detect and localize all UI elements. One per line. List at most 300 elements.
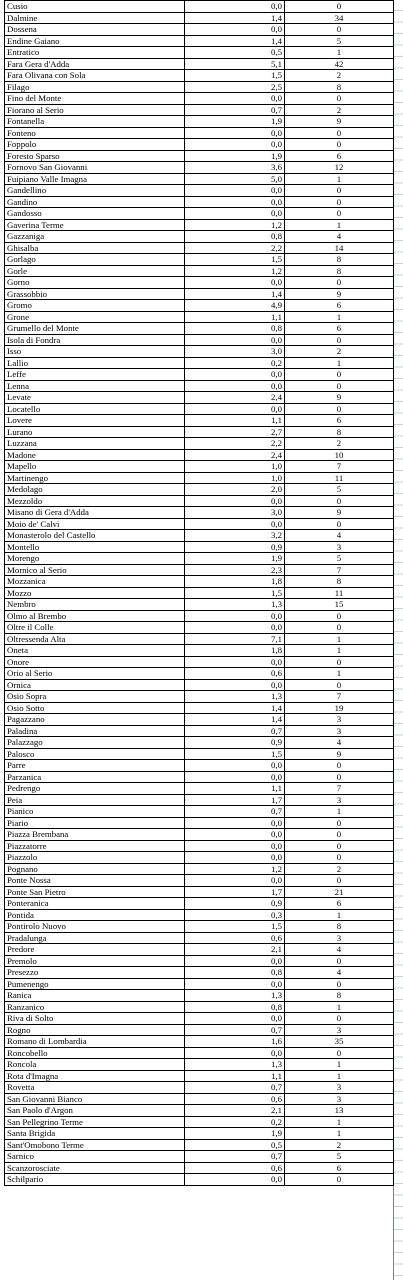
table-row [5,277,394,289]
table-row [5,944,394,956]
value-cell: 0,0 [185,679,285,691]
municipality-name-cell: Gromo [5,300,185,312]
table-row [5,346,394,358]
municipality-name-cell: Rogno [5,1024,185,1036]
table-row [5,449,394,461]
municipality-name-cell: Fara Gera d'Adda [5,58,185,70]
municipality-name-cell: Lallio [5,357,185,369]
value-cell: 0,0 [185,369,285,381]
value-cell: 1,5 [185,254,285,266]
count-cell: 0 [285,679,394,691]
municipality-name-cell: Misano di Gera d'Adda [5,507,185,519]
count-cell: 0 [285,277,394,289]
table-row [5,702,394,714]
municipality-name-cell: Sarnico [5,1151,185,1163]
table-row [5,898,394,910]
table-row [5,93,394,105]
count-cell: 3 [285,1024,394,1036]
municipality-name-cell: Ponteranica [5,898,185,910]
table-row [5,978,394,990]
table-row [5,829,394,841]
municipality-name-cell: Peia [5,794,185,806]
table-row [5,840,394,852]
count-cell: 4 [285,231,394,243]
count-cell: 2 [285,1139,394,1151]
value-cell: 0,0 [185,1,285,13]
count-cell: 2 [285,863,394,875]
table-row [5,921,394,933]
count-cell: 6 [285,898,394,910]
count-cell: 0 [285,139,394,151]
municipality-name-cell: Gorle [5,265,185,277]
municipality-name-cell: Dossena [5,24,185,36]
municipality-name-cell: Piazzatorre [5,840,185,852]
municipality-name-cell: Lurano [5,426,185,438]
municipality-name-cell: Riva di Solto [5,1013,185,1025]
count-cell: 2 [285,70,394,82]
count-cell: 0 [285,127,394,139]
value-cell: 2,4 [185,392,285,404]
value-cell: 1,4 [185,35,285,47]
municipality-name-cell: Mozzanica [5,576,185,588]
value-cell: 1,4 [185,288,285,300]
count-cell: 35 [285,1036,394,1048]
municipality-name-cell: Paladina [5,725,185,737]
value-cell: 0,0 [185,1174,285,1186]
count-cell: 1 [285,47,394,59]
table-row [5,737,394,749]
value-cell: 0,0 [185,139,285,151]
municipality-name-cell: Palosco [5,748,185,760]
adjacent-sheet-edge [393,0,403,1280]
value-cell: 1,8 [185,645,285,657]
count-cell: 0 [285,93,394,105]
count-cell: 0 [285,840,394,852]
count-cell: 0 [285,1047,394,1059]
count-cell: 19 [285,702,394,714]
value-cell: 0,0 [185,817,285,829]
table-row [5,518,394,530]
count-cell: 8 [285,81,394,93]
count-cell: 2 [285,438,394,450]
value-cell: 0,6 [185,932,285,944]
municipality-name-cell: Isso [5,346,185,358]
count-cell: 0 [285,518,394,530]
value-cell: 0,0 [185,955,285,967]
table-row [5,1105,394,1117]
table-row [5,875,394,887]
count-cell: 5 [285,484,394,496]
municipality-name-cell: Orio al Serio [5,668,185,680]
value-cell: 7,1 [185,633,285,645]
count-cell: 0 [285,334,394,346]
municipality-name-cell: Ranica [5,990,185,1002]
value-cell: 0,0 [185,1013,285,1025]
count-cell: 3 [285,1093,394,1105]
municipality-name-cell: Pumenengo [5,978,185,990]
count-cell: 5 [285,553,394,565]
count-cell: 9 [285,116,394,128]
municipality-name-cell: Luzzana [5,438,185,450]
value-cell: 0,6 [185,1162,285,1174]
value-cell: 0,0 [185,852,285,864]
table-row [5,1139,394,1151]
count-cell: 1 [285,311,394,323]
table-row [5,863,394,875]
municipality-name-cell: Filago [5,81,185,93]
value-cell: 0,8 [185,231,285,243]
count-cell: 1 [285,1128,394,1140]
municipality-name-cell: Fiorano al Serio [5,104,185,116]
table-row [5,1013,394,1025]
value-cell: 1,7 [185,886,285,898]
count-cell: 9 [285,507,394,519]
table-row [5,1036,394,1048]
municipality-name-cell: Oltressenda Alta [5,633,185,645]
count-cell: 8 [285,254,394,266]
table-row [5,58,394,70]
table-row [5,771,394,783]
municipality-name-cell: Premolo [5,955,185,967]
value-cell: 0,0 [185,840,285,852]
count-cell: 1 [285,1116,394,1128]
count-cell: 1 [285,806,394,818]
municipality-name-cell: San Giovanni Bianco [5,1093,185,1105]
municipality-name-cell: Lenna [5,380,185,392]
municipality-name-cell: Rovetta [5,1082,185,1094]
table-row [5,610,394,622]
value-cell: 1,5 [185,70,285,82]
table-row [5,185,394,197]
table-row [5,173,394,185]
municipality-name-cell: Entratico [5,47,185,59]
count-cell: 3 [285,932,394,944]
municipality-name-cell: Moio de' Calvi [5,518,185,530]
table-row [5,1174,394,1186]
municipality-name-cell: Fonteno [5,127,185,139]
table-row [5,794,394,806]
count-cell: 0 [285,1,394,13]
count-cell: 42 [285,58,394,70]
count-cell: 4 [285,967,394,979]
table-row [5,760,394,772]
value-cell: 2,0 [185,484,285,496]
municipality-name-cell: Gorlago [5,254,185,266]
value-cell: 0,7 [185,1151,285,1163]
municipality-name-cell: Medolago [5,484,185,496]
value-cell: 0,0 [185,875,285,887]
municipality-name-cell: Grone [5,311,185,323]
value-cell: 2,4 [185,449,285,461]
municipality-name-cell: Endine Gaiano [5,35,185,47]
table-row [5,1001,394,1013]
count-cell: 10 [285,449,394,461]
value-cell: 0,7 [185,104,285,116]
value-cell: 1,0 [185,461,285,473]
table-row [5,162,394,174]
value-cell: 0,0 [185,196,285,208]
table-row [5,231,394,243]
municipality-name-cell: Montello [5,541,185,553]
value-cell: 0,9 [185,737,285,749]
value-cell: 1,3 [185,599,285,611]
count-cell: 6 [285,323,394,335]
value-cell: 0,5 [185,1139,285,1151]
count-cell: 0 [285,978,394,990]
table-row [5,691,394,703]
municipality-name-cell: Pontida [5,909,185,921]
value-cell: 1,1 [185,311,285,323]
count-cell: 1 [285,357,394,369]
table-row [5,553,394,565]
count-cell: 15 [285,599,394,611]
value-cell: 1,2 [185,219,285,231]
municipality-name-cell: Grassobbio [5,288,185,300]
municipality-name-cell: Ornica [5,679,185,691]
table-row [5,219,394,231]
count-cell: 11 [285,472,394,484]
table-row [5,1047,394,1059]
value-cell: 1,3 [185,1059,285,1071]
table-row [5,714,394,726]
municipality-name-cell: Gandino [5,196,185,208]
municipality-name-cell: Isola di Fondra [5,334,185,346]
municipality-name-cell: Pianico [5,806,185,818]
count-cell: 5 [285,1151,394,1163]
count-cell: 7 [285,564,394,576]
municipality-name-cell: San Pellegrino Terme [5,1116,185,1128]
value-cell: 0,0 [185,978,285,990]
count-cell: 0 [285,403,394,415]
table-row [5,967,394,979]
municipality-name-cell: Piazzolo [5,852,185,864]
municipality-name-cell: Gaverina Terme [5,219,185,231]
count-cell: 1 [285,633,394,645]
value-cell: 1,8 [185,576,285,588]
table-row [5,1128,394,1140]
municipality-name-cell: Morengo [5,553,185,565]
municipality-name-cell: Oneta [5,645,185,657]
value-cell: 0,8 [185,967,285,979]
municipality-name-cell: Osio Sopra [5,691,185,703]
table-row [5,1093,394,1105]
value-cell: 1,0 [185,472,285,484]
table-row [5,599,394,611]
table-row [5,725,394,737]
value-cell: 0,0 [185,829,285,841]
value-cell: 1,1 [185,783,285,795]
table-row [5,1024,394,1036]
count-cell: 7 [285,691,394,703]
count-cell: 8 [285,921,394,933]
table-row [5,288,394,300]
table-row [5,392,394,404]
municipality-name-cell: Grumello del Monte [5,323,185,335]
value-cell: 0,0 [185,24,285,36]
table-row [5,783,394,795]
table-row [5,645,394,657]
count-cell: 34 [285,12,394,24]
municipality-name-cell: Gandosso [5,208,185,220]
municipality-name-cell: Ghisalba [5,242,185,254]
value-cell: 1,5 [185,587,285,599]
value-cell: 0,0 [185,610,285,622]
table-row [5,1116,394,1128]
value-cell: 4,9 [185,300,285,312]
municipality-name-cell: Oltre il Colle [5,622,185,634]
table-row [5,380,394,392]
count-cell: 3 [285,725,394,737]
value-cell: 0,8 [185,1001,285,1013]
count-cell: 3 [285,541,394,553]
table-row [5,323,394,335]
table-row [5,507,394,519]
table-row [5,495,394,507]
table-row [5,403,394,415]
municipality-name-cell: Mapello [5,461,185,473]
count-cell: 9 [285,392,394,404]
municipality-name-cell: Pognano [5,863,185,875]
municipality-name-cell: Santa Brigida [5,1128,185,1140]
value-cell: 0,0 [185,277,285,289]
table-row [5,47,394,59]
table-row [5,426,394,438]
municipality-name-cell: Locatello [5,403,185,415]
municipality-name-cell: Foresto Sparso [5,150,185,162]
municipality-name-cell: San Paolo d'Argon [5,1105,185,1117]
value-cell: 0,7 [185,806,285,818]
table-row [5,254,394,266]
table-row [5,357,394,369]
count-cell: 21 [285,886,394,898]
table-row [5,438,394,450]
count-cell: 8 [285,265,394,277]
value-cell: 0,9 [185,541,285,553]
municipality-name-cell: Rota d'Imagna [5,1070,185,1082]
value-cell: 1,1 [185,1070,285,1082]
table-row [5,1059,394,1071]
value-cell: 1,2 [185,265,285,277]
count-cell: 6 [285,1162,394,1174]
value-cell: 0,5 [185,47,285,59]
value-cell: 1,7 [185,794,285,806]
table-row [5,35,394,47]
municipality-name-cell: Parzanica [5,771,185,783]
value-cell: 0,6 [185,1093,285,1105]
value-cell: 2,1 [185,944,285,956]
value-cell: 0,8 [185,323,285,335]
table-row [5,852,394,864]
municipality-table [4,0,394,1186]
value-cell: 1,4 [185,714,285,726]
count-cell: 7 [285,461,394,473]
municipality-name-cell: Mozzo [5,587,185,599]
value-cell: 0,0 [185,127,285,139]
municipality-name-cell: Fontanella [5,116,185,128]
count-cell: 0 [285,771,394,783]
value-cell: 1,5 [185,921,285,933]
value-cell: 2,3 [185,564,285,576]
count-cell: 14 [285,242,394,254]
municipality-name-cell: Onore [5,656,185,668]
table-row [5,415,394,427]
table-row [5,679,394,691]
municipality-name-cell: Roncola [5,1059,185,1071]
count-cell: 0 [285,875,394,887]
count-cell: 0 [285,955,394,967]
count-cell: 0 [285,760,394,772]
table-row [5,484,394,496]
value-cell: 0,0 [185,760,285,772]
municipality-name-cell: Mezzoldo [5,495,185,507]
table-row [5,748,394,760]
count-cell: 13 [285,1105,394,1117]
municipality-name-cell: Fino del Monte [5,93,185,105]
value-cell: 3,0 [185,507,285,519]
table-row [5,1162,394,1174]
table-row [5,139,394,151]
municipality-name-cell: Olmo al Brembo [5,610,185,622]
count-cell: 1 [285,173,394,185]
count-cell: 3 [285,714,394,726]
table-row [5,668,394,680]
municipality-name-cell: Ponte San Pietro [5,886,185,898]
table-row [5,530,394,542]
municipality-name-cell: Cusio [5,1,185,13]
value-cell: 1,3 [185,691,285,703]
count-cell: 5 [285,35,394,47]
value-cell: 0,3 [185,909,285,921]
municipality-name-cell: Gandellino [5,185,185,197]
table-row [5,656,394,668]
table-row [5,208,394,220]
municipality-name-cell: Romano di Lombardia [5,1036,185,1048]
count-cell: 2 [285,346,394,358]
count-cell: 12 [285,162,394,174]
value-cell: 0,0 [185,380,285,392]
count-cell: 1 [285,909,394,921]
count-cell: 0 [285,610,394,622]
count-cell: 6 [285,150,394,162]
table-row [5,955,394,967]
value-cell: 0,0 [185,1047,285,1059]
value-cell: 0,0 [185,93,285,105]
municipality-name-cell: Presezzo [5,967,185,979]
value-cell: 2,2 [185,438,285,450]
table-row [5,622,394,634]
value-cell: 0,2 [185,1116,285,1128]
table-row [5,369,394,381]
count-cell: 1 [285,1059,394,1071]
value-cell: 0,9 [185,898,285,910]
table-row [5,265,394,277]
table-row [5,150,394,162]
table-row [5,461,394,473]
municipality-name-cell: Sant'Omobono Terme [5,1139,185,1151]
municipality-name-cell: Fuipiano Valle Imagna [5,173,185,185]
municipality-name-cell: Lovere [5,415,185,427]
municipality-name-cell: Pontirolo Nuovo [5,921,185,933]
value-cell: 0,0 [185,208,285,220]
municipality-name-cell: Ranzanico [5,1001,185,1013]
value-cell: 5,1 [185,58,285,70]
count-cell: 0 [285,24,394,36]
count-cell: 3 [285,794,394,806]
municipality-name-cell: Pradalunga [5,932,185,944]
table-row [5,104,394,116]
count-cell: 0 [285,829,394,841]
value-cell: 1,3 [185,990,285,1002]
